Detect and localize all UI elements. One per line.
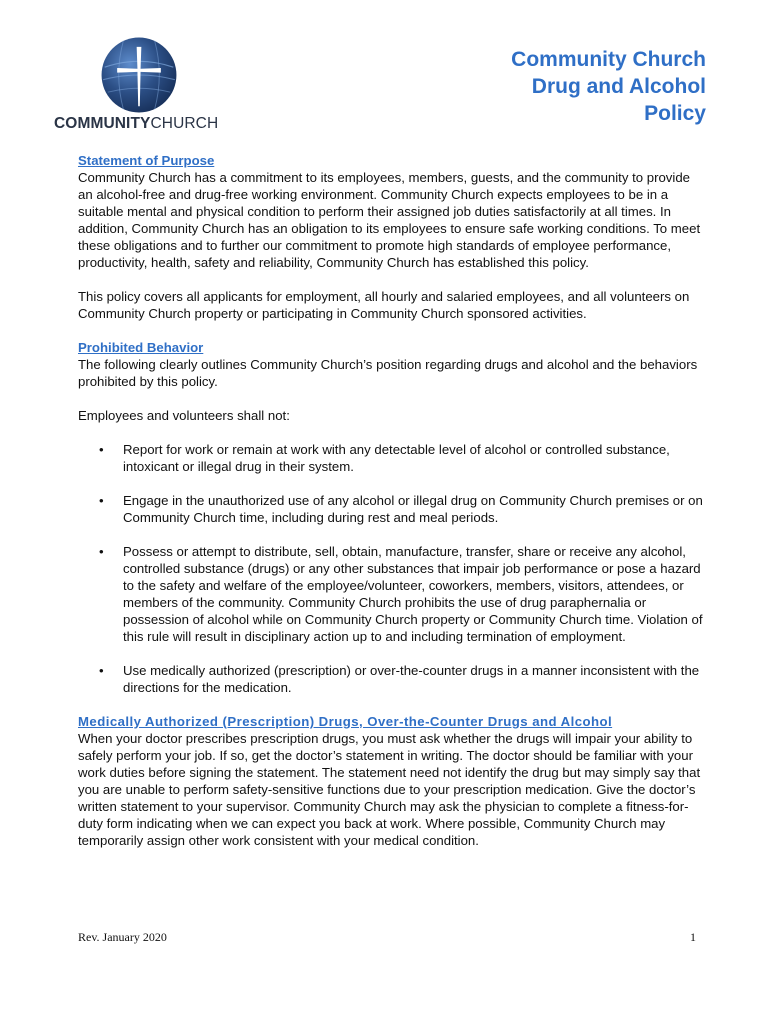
list-item-text: Use medically authorized (prescription) or over-the-counter drugs in a manner inconsistent with the directions for the medication. [123, 663, 700, 695]
list-item [78, 492, 708, 526]
heading-prohibited-behavior: Prohibited Behavior [78, 340, 204, 355]
document-title [406, 46, 706, 127]
page-number: 1 [690, 930, 696, 944]
list-item [78, 662, 708, 696]
heading-medically-authorized-drugs: Medically Authorized (Prescription) Drugs, Over-the-Counter Drugs and Alcohol [78, 714, 613, 729]
title-line-1: Community Church [511, 48, 706, 71]
list-item-text: Possess or attempt to distribute, sell, obtain, manufacture, transfer, share or receive any alcohol, controlled substance (drugs) or any other substances that impair job performance or pose a hazard to the safety and welfare of the employee/volunteer, coworkers, members, visitors, attendees, or members of the community. Community Church prohibits the use of drug paraphernalia or possession of alcohol while on Community Church property or Community Church time. Violation of this rule will result in disciplinary action up to and including termination of employment. [123, 544, 703, 644]
bullet: • [99, 442, 104, 457]
prohibited-paragraph-1: The following clearly outlines Community Church’s position regarding drugs and alcohol and the behaviors prohibited by this policy. [78, 357, 698, 389]
community-church-logo [54, 36, 224, 136]
title-line-3: Policy [644, 102, 706, 125]
prohibited-list [78, 441, 708, 696]
purpose-paragraph-1: Community Church has a commitment to its employees, members, guests, and the community to provide an alcohol-free and drug-free working environment. Community Church expects employees to be in a suitable mental and physical condition to perform their assigned job duties satisfactorily at all times. In addition, Community Church has an obligation to its employees to ensure safe working conditions. To meet these obligations and to further our commitment to promote high standards of employee performance, productivity, health, safety and reliability, Community Church has established this policy. [78, 170, 701, 270]
bullet: • [99, 544, 104, 559]
logo-wordmark [54, 115, 224, 133]
logo-text-regular: CHURCH [150, 115, 219, 132]
globe-cross-icon [100, 36, 178, 114]
list-item-text: Engage in the unauthorized use of any alcohol or illegal drug on Community Church premises or on Community Church time, including during rest and meal periods. [123, 493, 703, 525]
prohibited-intro: Employees and volunteers shall not: [78, 408, 290, 423]
list-item [78, 441, 708, 475]
logo-text-bold: COMMUNITY [54, 115, 151, 132]
document-body [78, 152, 708, 849]
bullet: • [99, 493, 104, 508]
purpose-paragraph-2: This policy covers all applicants for employment, all hourly and salaried employees, and all volunteers on Community Church property or participating in Community Church sponsored activities. [78, 289, 690, 321]
heading-statement-of-purpose: Statement of Purpose [78, 153, 215, 168]
list-item [78, 543, 708, 645]
bullet: • [99, 663, 104, 678]
revision-date: Rev. January 2020 [78, 930, 167, 944]
list-item-text: Report for work or remain at work with any detectable level of alcohol or controlled substance, intoxicant or illegal drug in their system. [123, 442, 670, 474]
title-line-2: Drug and Alcohol [531, 75, 706, 98]
medical-paragraph-1: When your doctor prescribes prescription drugs, you must ask whether the drugs will impair your ability to safely perform your job. If so, get the doctor’s statement in writing. The doctor should be familiar with your work duties before signing the statement. The statement need not identify the drug but may simply say that you are unable to perform safety-sensitive functions due to your prescription medication. Give the doctor’s written statement to your supervisor. Community Church may ask the physician to complete a fitness-for-duty form indicating when we can expect you back at work. Where possible, Community Church may temporarily assign other work consistent with your medical condition. [78, 731, 701, 848]
